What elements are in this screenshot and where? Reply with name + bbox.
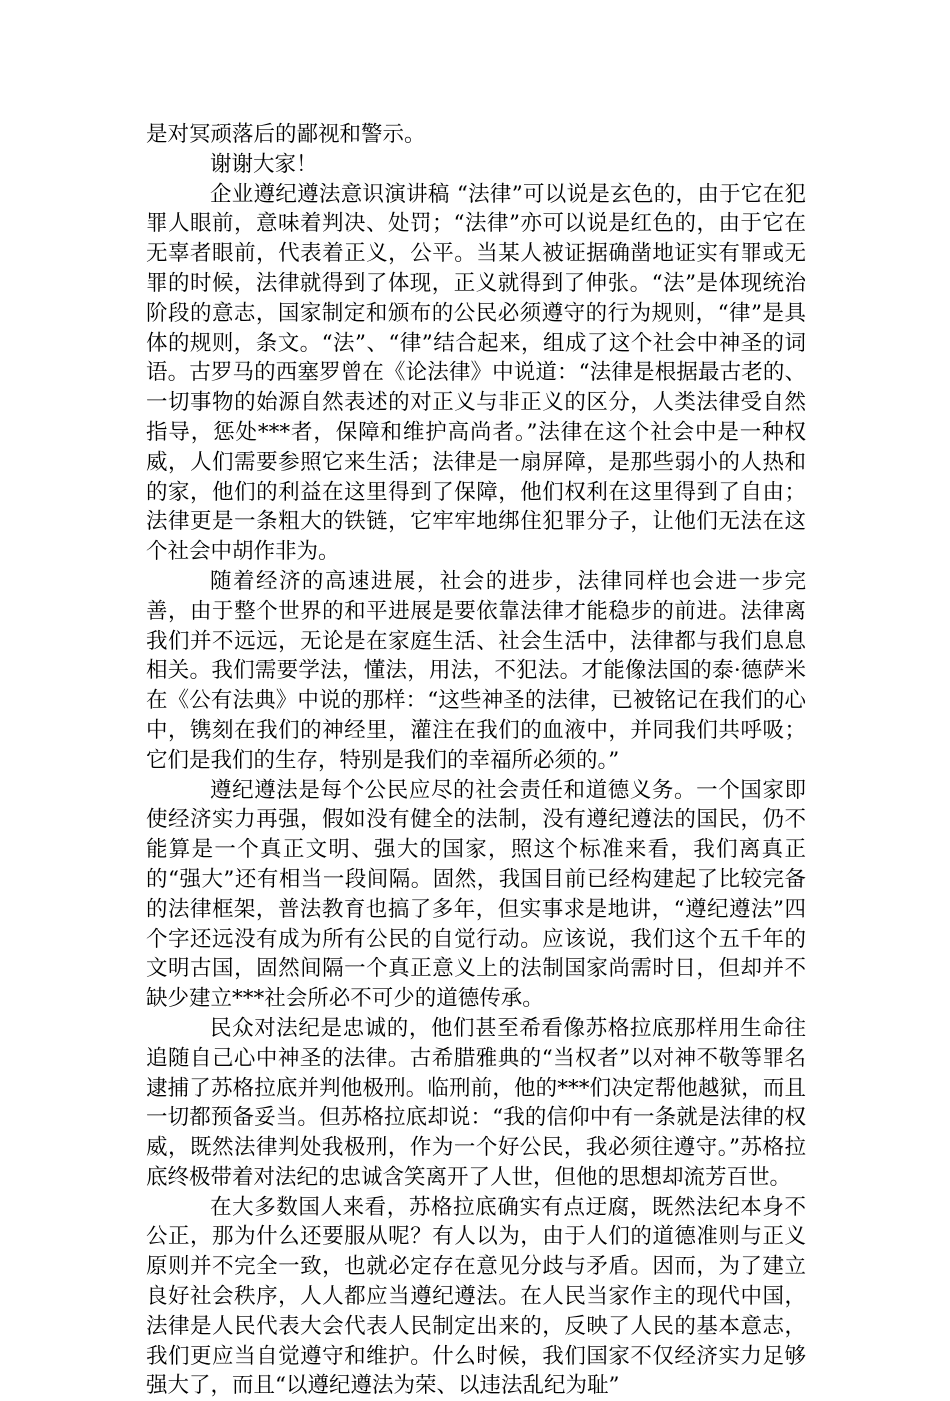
paragraph-socrates: 民众对法纪是忠诚的，他们甚至希看像苏格拉底那样用生命往追随自己心中神圣的法律。古希腊雅典的“当权者”以对神不敬等罪名逮捕了苏格拉底并判他极刑。临刑前，他的***们决定帮他越狱，而且一切都预备妥当。但苏格拉底却说：“我的信仰中有一条就是法律的权威，既然法律判处我极刑，作为一个好公民，我必须往遵守。”苏格拉底终极带着对法纪的忠诚含笑离开了人世，但他的思想却流芳百世。 [146,1015,806,1190]
paragraph-speech-intro: 企业遵纪遵法意识演讲稿 “法律”可以说是玄色的，由于它在犯罪人眼前，意味着判决、处罚；“法律”亦可以说是红色的，由于它在无辜者眼前，代表着正义，公平。当某人被证据确凿地证实有罪或无罪的时候，法律就得到了体现，正义就得到了伸张。“法”是体现统治阶段的意志，国家制定和颁布的公民必须遵守的行为规则，“律”是具体的规则，条文。“法”、“律”结合起来，组成了这个社会中神圣的词语。古罗马的西塞罗曾在《论法律》中说道：“法律是根据最古老的、一切事物的始源自然表述的对正义与非正义的区分，人类法律受自然指导，惩处***者，保障和维护高尚者。”法律在这个社会中是一种权威，人们需要参照它来生活；法律是一扇屏障，是那些弱小的人热和的家，他们的利益在这里得到了保障，他们权利在这里得到了自由；法律更是一条粗大的铁链，它牢牢地绑住犯罪分子，让他们无法在这个社会中胡作非为。 [146,181,806,565]
paragraph-economic-development: 随着经济的高速进展，社会的进步，法律同样也会进一步完善，由于整个世界的和平进展是要依靠法律才能稳步的前进。法律离我们并不远远，无论是在家庭生活、社会生活中，法律都与我们息息相关。我们需要学法，懂法，用法，不犯法。才能像法国的泰·德萨米在《公有法典》中说的那样：“这些神圣的法律，已被铭记在我们的心中，镌刻在我们的神经里，灌注在我们的血液中，并同我们共呼吸；它们是我们的生存，特别是我们的幸福所必须的。” [146,568,806,773]
document-page [146,120,806,1401]
paragraph-civic-duty: 遵纪遵法是每个公民应尽的社会责任和道德义务。一个国家即使经济实力再强，假如没有健全的法制，没有遵纪遵法的国民，仍不能算是一个真正文明、强大的国家，照这个标准来看，我们离真正的“强大”还有相当一段间隔。固然，我国目前已经构建起了比较完备的法律框架，普法教育也搞了多年，但实事求是地讲，“遵纪遵法”四个字还远没有成为所有公民的自觉行动。应该说，我们这个五千年的文明古国，固然间隔一个真正意义上的法制国家尚需时日，但却并不缺少建立***社会所必不可少的道德传承。 [146,777,806,1012]
paragraph-thanks: 谢谢大家！ [210,151,318,177]
paragraph-modern-china: 在大多数国人来看，苏格拉底确实有点迂腐，既然法纪本身不公正，那为什么还要服从呢？有人以为，由于人们的道德准则与正义原则并不完全一致，也就必定存在意见分歧与矛盾。因而，为了建立良好社会秩序，人人都应当遵纪遵法。在人民当家作主的现代中国，法律是人民代表大会代表人民制定出来的，反映了人民的基本意志，我们更应当自觉遵守和维护。什么时候，我们国家不仅经济实力足够强大了，而且“以遵纪遵法为荣、以违法乱纪为耻” [146,1194,806,1399]
paragraph-continuation: 是对冥顽落后的鄙视和警示。 [146,122,426,147]
